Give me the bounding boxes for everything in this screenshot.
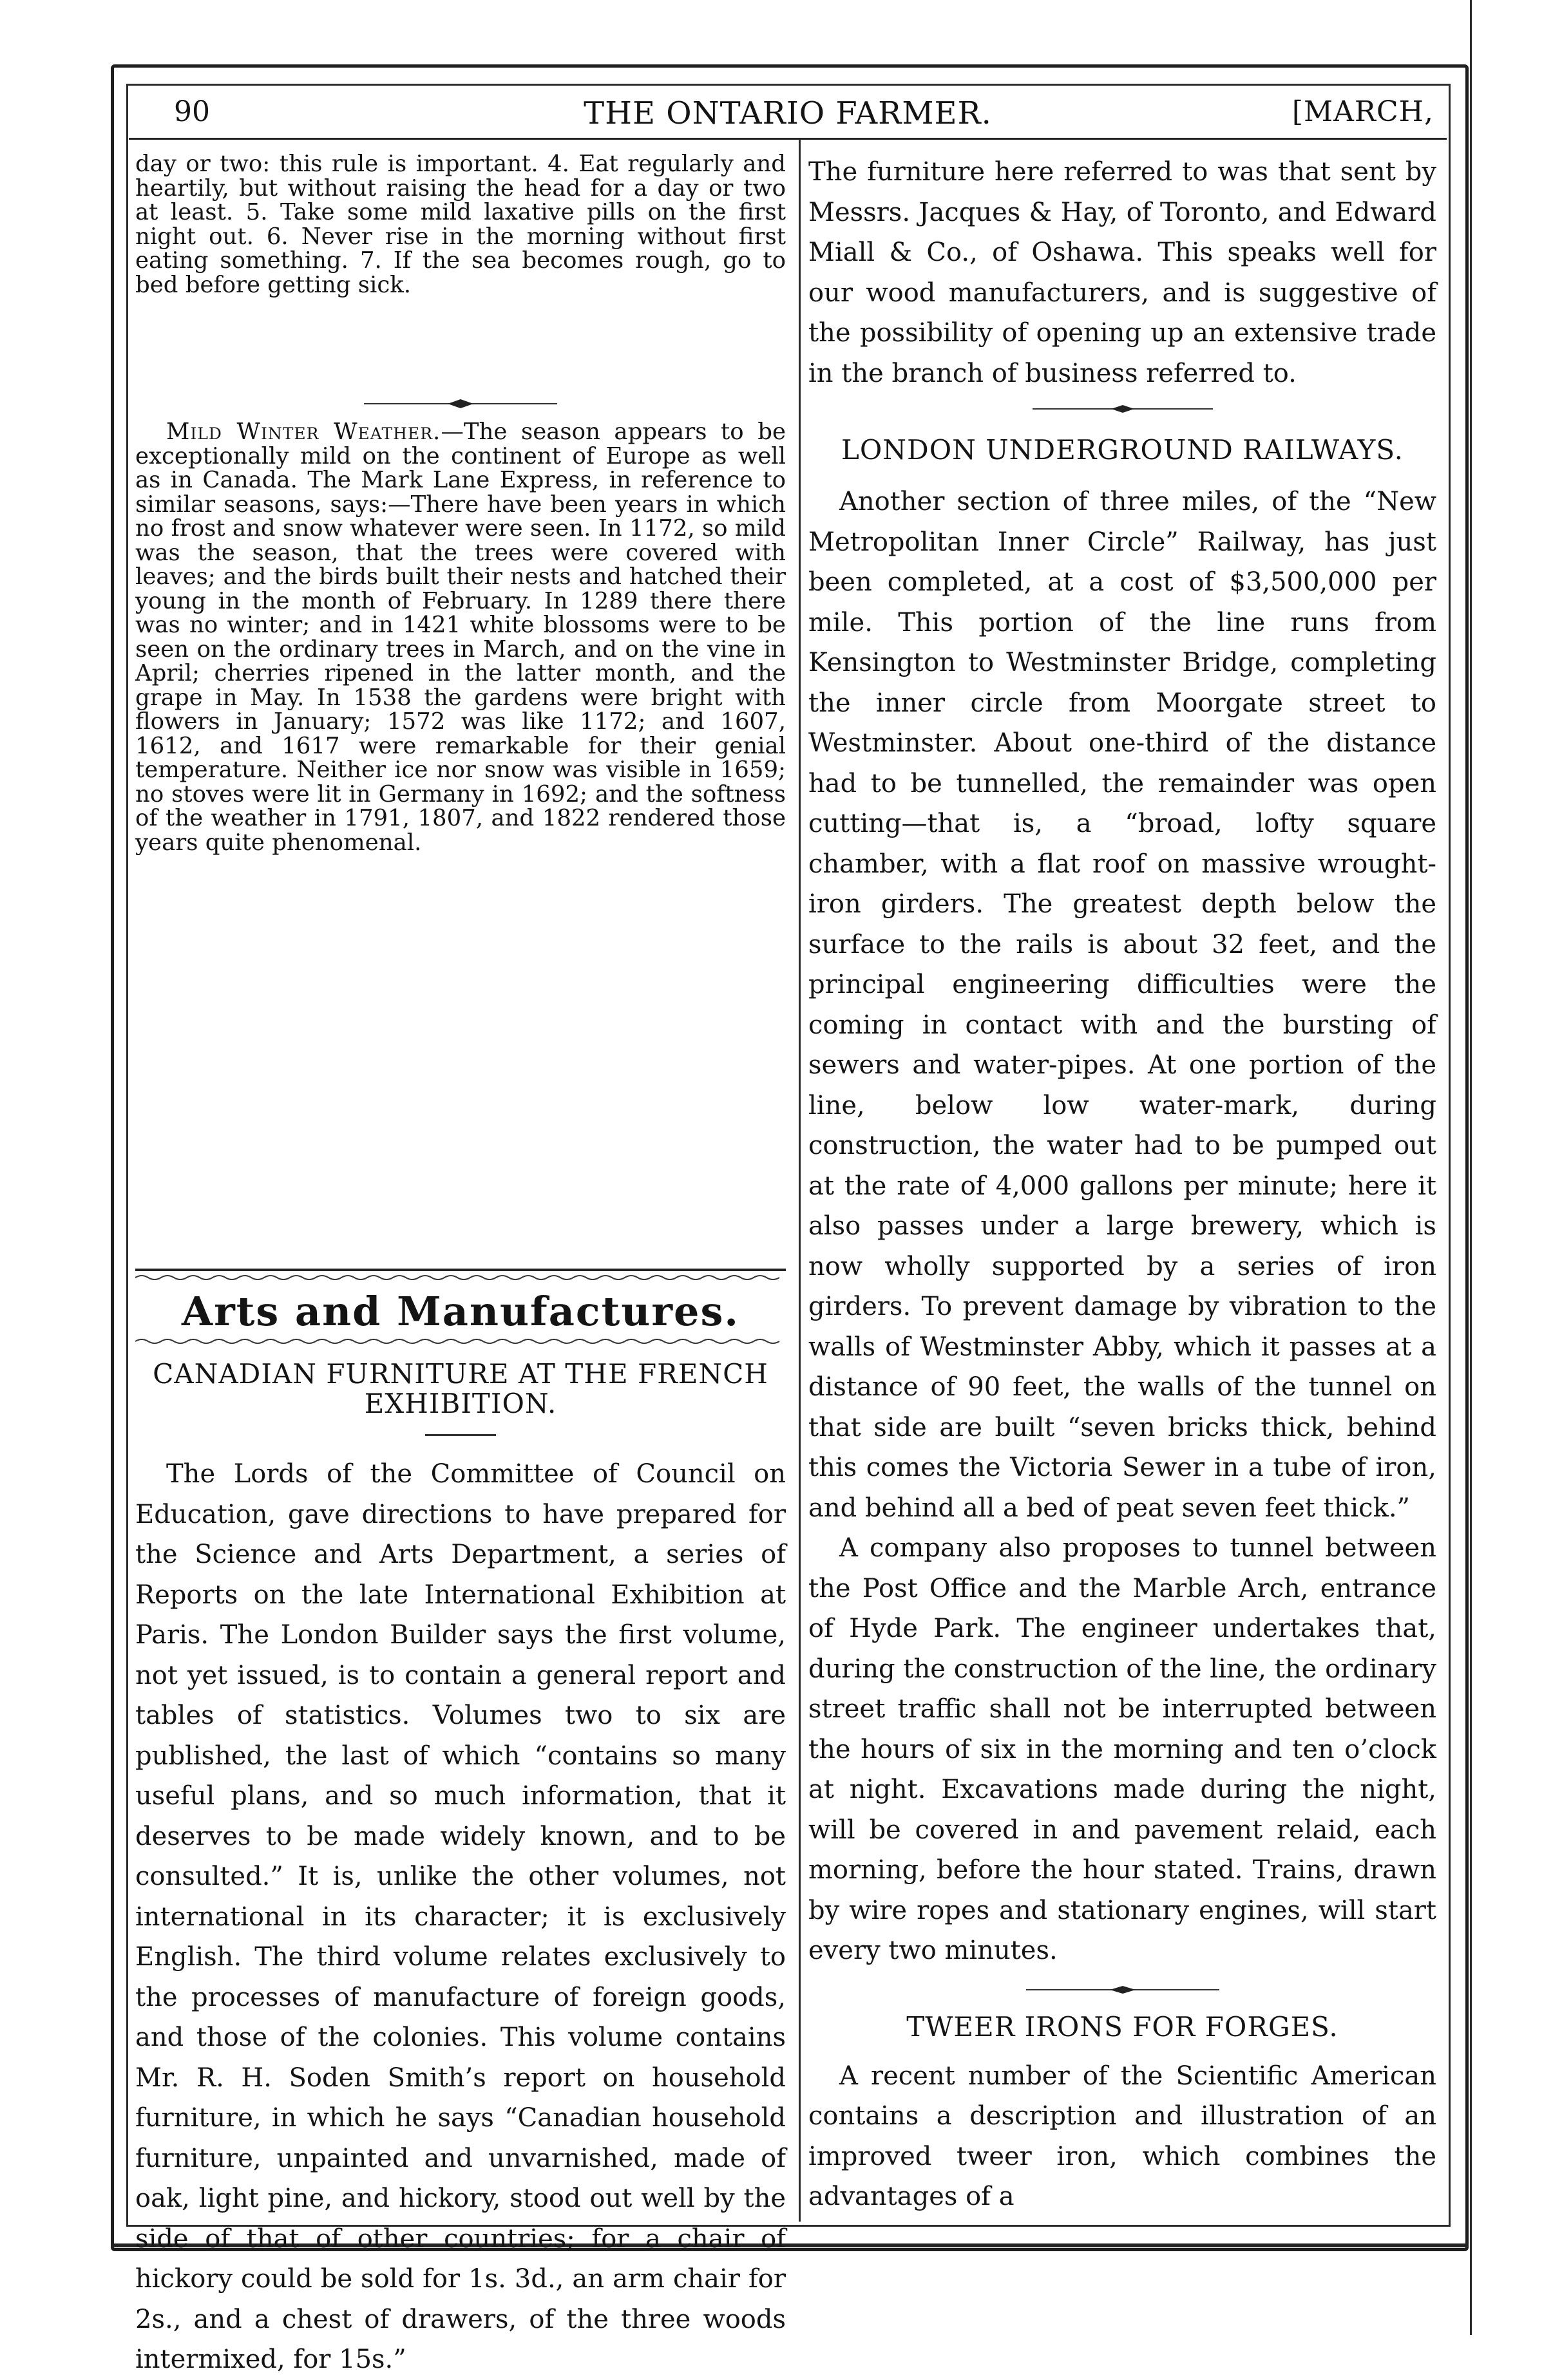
journal-title: THE ONTARIO FARMER. — [584, 95, 992, 131]
outer-margin-line — [1470, 0, 1472, 2335]
column-divider — [799, 139, 801, 2222]
furniture-continuation: The furniture here referred to was that sent by Messrs. Jacques & Hay, of Toronto, and Edward Miall & Co., of Oshawa. This speaks well for our wood manufacturers, and is suggestive of the possibility of opening up an extensive trade in the branch of business referred to. — [808, 157, 1436, 388]
mild-winter-paragraph — [135, 420, 786, 1251]
underground-paragraph-1: Another section of three miles, of the “New Metropolitan Inner Circle” Railway, has just been completed, at a cost of $3,500,000 per mile. This portion of the line runs from Kensington to Westminster Bridge, completing the inner circle from Moorgate street to Westminster. About one-third of the distance had to be tunnelled, the remainder was open cutting—that is, a “broad, lofty square chamber, with a flat roof on massive wrought-iron girders. The greatest depth below the surface to the rails is about 32 feet, and the principal engineering difficulties were the coming in contact with and the bursting of sewers and water-pipes. At one portion of the line, below low water-mark, during construction, the water had to be pumped out at the rate of 4,000 gallons per minute; here it also passes under a large brewery, which is now wholly supported by a series of iron girders. To prevent damage by vibration to the walls of Westminster Abby, which it passes at a distance of 90 feet, the walls of the tunnel on that side are built “seven bricks thick, behind this comes the Victoria Sewer in a tube of iron, and behind all a bed of peat seven feet thick.” — [808, 487, 1436, 1523]
ornament-divider — [364, 397, 557, 411]
ornament-divider-right-2 — [1026, 1983, 1219, 1997]
section-rule-top — [135, 1269, 786, 1271]
heading-rule — [425, 1434, 496, 1436]
underground-paragraph-2: A company also proposes to tunnel between the Post Office and the Marble Arch, entrance of Hyde Park. The engineer undertakes that, during the construction of the line, the ordinary street traffic shall not be interrupted between the hours of six in the morning and ten o’clock at night. Excavations made during the night, will be covered in and pavement relaid, each morning, before the hour stated. Trains, drawn by wire ropes and stationary engines, will start every two minutes. — [808, 1533, 1436, 1965]
wavy-rule-bottom — [135, 1337, 786, 1345]
issue-month: [MARCH, — [1291, 95, 1434, 128]
section-title-arts: Arts and Manufactures. — [182, 1288, 739, 1335]
left-column — [135, 152, 786, 2380]
voyage-advice-text: day or two: this rule is important. 4. Eat regularly and heartily, but without raising the head for a day or two at least. 5. Take some mild laxative pills on the first night out. 6. Never rise in the morning without first eating something. 7. If the sea becomes rough, go to bed before getting sick. — [135, 151, 786, 298]
tweer-body: A recent number of the Scientific American contains a description and illustration of an improved tweer iron, which combines the advantages of a — [808, 2061, 1436, 2211]
ornament-divider-right — [1033, 402, 1213, 416]
header-rule — [129, 138, 1447, 140]
wavy-rule — [135, 1274, 786, 1281]
tweer-heading: TWEER IRONS FOR FORGES. — [906, 2010, 1338, 2043]
right-column — [808, 152, 1436, 2217]
furniture-body: The Lords of the Committee of Council on Education, gave directions to have prepared for the Science and Arts Department, a series of Reports on the late International Exhibition at Paris. The London Builder says the first volume, not yet issued, is to contain a general report and tables of statistics. Volumes two to six are published, the last of which “contains so many useful plans, and so much information, that it deserves to be made widely known, and to be consulted.” It is, unlike the other volumes, not international in its character; it is exclusively English. The third volume relates exclusively to the processes of manufacture of foreign goods, and those of the colonies. This volume contains Mr. R. H. Soden Smith’s report on household furniture, in which he says “Canadian household furniture, unpainted and unvarnished, made of oak, light pine, and hickory, stood out well by the side of that of other countries; for a chair of hickory could be sold for 1s. 3d., an arm chair for 2s., and a chest of drawers, of the three woods intermixed, for 15s.” — [135, 1459, 786, 2374]
page-header — [129, 84, 1447, 137]
mild-winter-body: —The season appears to be exceptionally mild on the continent of Europe as well as in Canada. The Mark Lane Express, in reference to similar seasons, says:—There have been years in which no frost and snow whatever were seen. In 1172, so mild was the season, that the trees were covered with leaves; and the birds built their nests and hatched their young in the month of February. In 1289 there there was no winter; and in 1421 white blossoms were to be seen on the ordinary trees in March, and on the vine in April; cherries ripened in the latter month, and the grape in May. In 1538 the gardens were bright with flowers in January; 1572 was like 1172; and 1607, 1612, and 1617 were remarkable for their genial temperature. Neither ice nor snow was visible in 1659; no stoves were lit in Germany in 1692; and the softness of the weather in 1791, 1807, and 1822 rendered those years quite phenomenal. — [135, 419, 786, 856]
page-number: 90 — [174, 95, 210, 128]
underground-heading: LONDON UNDERGROUND RAILWAYS. — [841, 434, 1404, 466]
furniture-heading: CANADIAN FURNITURE AT THE FRENCH EXHIBITION. — [153, 1358, 768, 1419]
mild-winter-title: Mild Winter Weather. — [166, 419, 441, 445]
